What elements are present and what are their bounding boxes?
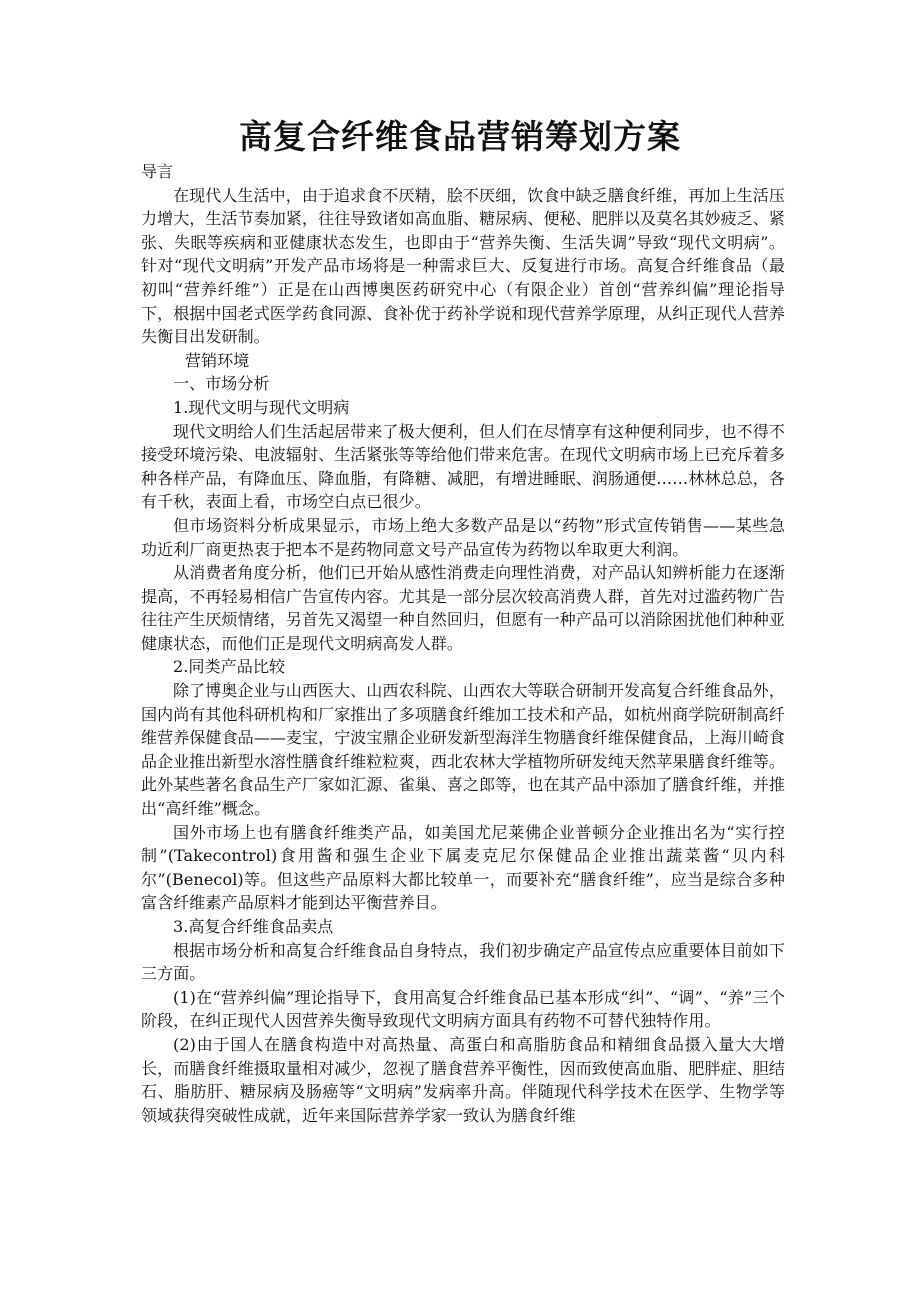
paragraph: 从消费者角度分析，他们已开始从感性消费走向理性消费，对产品认知辨析能力在逐渐提高，不再轻易相信广告宣传内容。尤其是一部分层次较高消费人群，首先对过滥药物广告往往产生厌烦情绪，另首先又渴望一种自然回归，但愿有一种产品可以消除困扰他们种种亚健康状态，而他们正是现代文明病高发人群。: [141, 563, 786, 653]
paragraph: (2)由于国人在膳食构造中对高热量、高蛋白和高脂肪食品和精细食品摄入量大大增长，而膳食纤维摄取量相对减少，忽视了膳食营养平衡性，因而致使高血脂、肥胖症、胆结石、脂肪肝、糖尿病及肠癌等“文明病”发病率升高。伴随现代科学技术在医学、生物学等领域获得突破性成就，近年来国际营养学家一致认为膳食纤维: [141, 1034, 786, 1125]
section-heading-marketing-environment: 营销环境: [185, 350, 250, 370]
paragraph: (1)在“营养纠偏”理论指导下，食用高复合纤维食品已基本形成“纠”、“调”、“养”三个阶段，在纠正现代人因营养失衡导致现代文明病方面具有药物不可替代独特作用。: [141, 987, 785, 1031]
paragraph: 除了博奥企业与山西医大、山西农科院、山西农大等联合研制开发高复合纤维食品外，国内尚有其他科研机构和厂家推出了多项膳食纤维加工技术和产品，如杭州商学院研制高纤维营养保健食品——麦宝，宁波宝鼎企业研发新型海洋生物膳食纤维保健食品，上海川崎食品企业推出新型水溶性膳食纤维粒粒爽，西北农林大学植物所研发纯天然苹果膳食纤维等。此外某些著名食品生产厂家如汇源、雀巢、喜之郎等，也在其产品中添加了膳食纤维，并推出“高纤维”概念。: [141, 681, 786, 819]
paragraph: 根据市场分析和高复合纤维食品自身特点，我们初步确定产品宣传点应重要体目前如下三方面。: [141, 940, 785, 984]
document-title: 高复合纤维食品营销筹划方案: [239, 117, 681, 156]
document-body: [141, 160, 785, 1127]
paragraph: 在现代人生活中，由于追求食不厌精，脍不厌细，饮食中缺乏膳食纤维，再加上生活压力增大，生活节奏加紧，往往导致诸如高血脂、糖尿病、便秘、肥胖以及莫名其妙疲乏、紧张、失眠等疾病和亚健康状态发生，也即由于“营养失衡、生活失调”导致“现代文明病”。针对“现代文明病”开发产品市场将是一种需求巨大、反复进行市场。高复合纤维食品（最初叫“营养纤维”）正是在山西博奥医药研究中心（有限企业）首创“营养纠偏”理论指导下，根据中国老式医学药食同源、食补优于药补学说和现代营养学原理，从纠正现代人营养失衡目出发研制。: [141, 185, 786, 347]
section-heading-market-analysis: 一、市场分析: [173, 374, 270, 394]
subsection-heading-selling-points: 3.高复合纤维食品卖点: [173, 917, 334, 936]
paragraph: 国外市场上也有膳食纤维类产品，如美国尤尼莱佛企业普顿分企业推出名为“实行控制”(Takecontrol)食用酱和强生企业下属麦克尼尔保健品企业推出蔬菜酱“贝内科尔”(Benecol)等。但这些产品原料大都比较单一，而要补充“膳食纤维”，应当是综合多种富含纤维素产品原料才能到达平衡营养目。: [141, 822, 785, 913]
section-heading-intro: 导言: [141, 162, 174, 181]
subsection-heading-product-comparison: 2.同类产品比较: [173, 657, 286, 677]
paragraph: 现代文明给人们生活起居带来了极大便利，但人们在尽情享有这种便利同步，也不得不接受环境污染、电波辐射、生活紧张等等给他们带来危害。在现代文明病市场上已充斥着多种各样产品，有降血压、降血脂，有降糖、减肥，有增进睡眠、润肠通便……林林总总，各有千秋，表面上看，市场空白点已很少。: [141, 421, 786, 512]
paragraph: 但市场资料分析成果显示，市场上绝大多数产品是以“药物”形式宣传销售——某些急功近利厂商更热衷于把本不是药物同意文号产品宣传为药物以牟取更大利润。: [141, 515, 785, 559]
subsection-heading-modern-civilization: 1.现代文明与现代文明病: [173, 397, 350, 417]
